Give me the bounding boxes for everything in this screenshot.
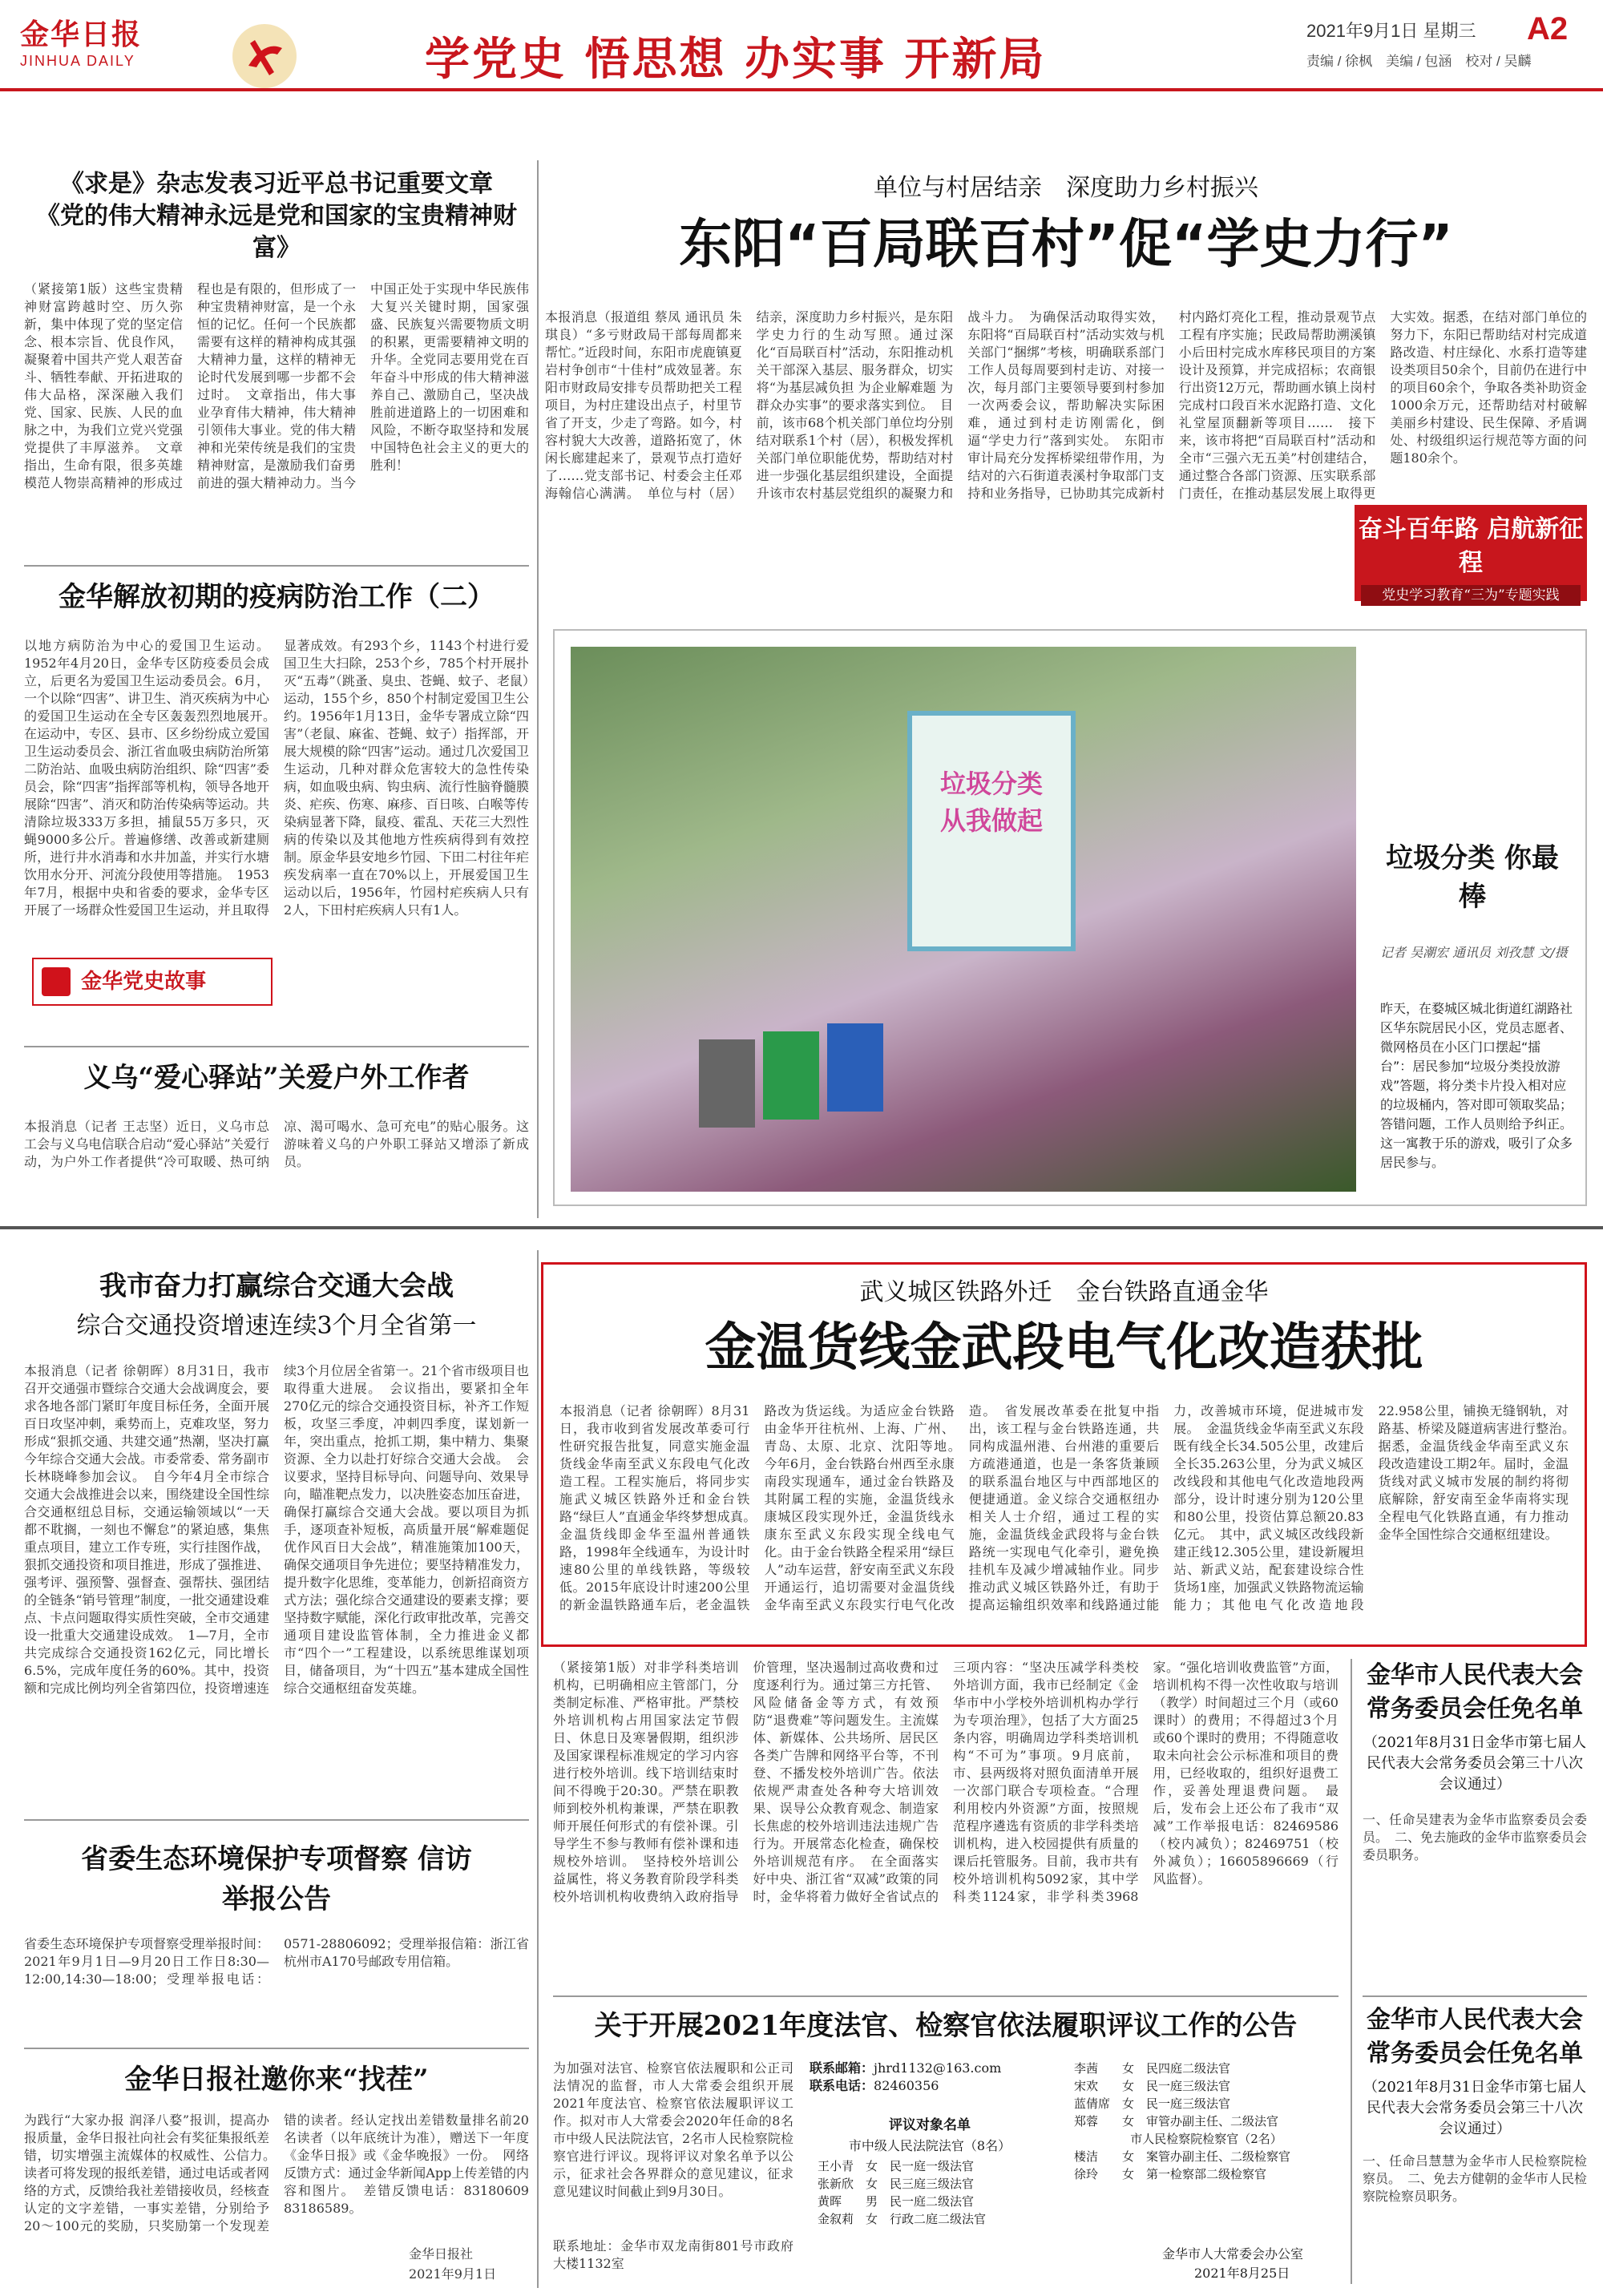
judge-item: 宋欢 女 民一庭三级法官	[1074, 2079, 1231, 2093]
judge-item: 王小青 女 民一庭一级法官	[818, 2159, 975, 2173]
garbage-sorting-photo	[571, 647, 1356, 1192]
masthead-slogan: 学党史 悟思想 办实事 开新局	[425, 34, 1047, 86]
judge-review-sign: 金华市人大常委会办公室	[1162, 2246, 1304, 2262]
judge-review-list-title: 评议对象名单	[889, 2117, 971, 2133]
poster-text-2: 从我做起	[939, 805, 1043, 836]
judge-review-phone: 82460356	[874, 2078, 939, 2093]
judge-review-contact	[810, 2060, 1050, 2108]
article-judge-review-intro: 为加强对法官、检察官依法履职和公正司法情况的监督，市人大常委会组织开展2021年度法官、检察官依法履职评议工作。拟对市人大常委会2020年任命的8名市中级人民法院法官，2名市人民检察院检察官进行评议。现将评议对象名单予以公示，征求社会各界群众的意见建议，征求意见建议时间截止到9月30日。	[553, 2060, 793, 2199]
masthead-rule	[0, 88, 1603, 91]
appointment-list-1	[1363, 1659, 1587, 1987]
appointment-1-body: 一、任命吴建表为金华市监察委员会委员。 二、免去施政的金华市监察委员会委员职务。	[1363, 1812, 1588, 1862]
judge-item: 郑蓉 女 审管办副主任、二级法官	[1074, 2114, 1279, 2129]
divider	[24, 1046, 529, 1047]
judge-list-1	[818, 2157, 1050, 2228]
article-find-errors-title: 金华日报社邀你来“找茬”	[124, 2064, 429, 2096]
judge-item: 蓝倩席 女 民一庭三级法官	[1074, 2096, 1231, 2111]
poster-board	[907, 711, 1076, 951]
article-traffic	[24, 1266, 529, 1811]
party-history-badge-text: 金华党史故事	[81, 970, 207, 994]
article-eco-notice	[24, 1823, 529, 2040]
article-traffic-body: 本报消息（记者 徐朝晖）8月31日，我市召开交通强市暨综合交通大会战调度会，要求各地各部门紧盯年度目标任务，全面开展百日攻坚冲刺，乘势而上，克难攻坚，努力形成“狠抓交通、共建交通”热潮，坚决打赢今年综合交通大会战。市委常委、常务副市长林晓峰参加会议。 自今年4月全市综合交通大会战推进会以来，围绕建设全国性综合交通枢纽总目标，交通运输领域以“一天都不耽搁，一刻也不懈怠”的紧迫感，集焦重点项目，建立工作专班，实行挂图作战，狠抓交通投资和项目推进，形成了强推进、强考评、强预警、强督查、强帮扶、强团结的全链条“销号管理”制度，一批交通建设难点、卡点问题取得实质性突破，全市交通建设一批重大交通建设成效。 1—7月，全市共完成综合交通投资162亿元，同比增长6.5%，完成年度任务的60%。其中，投资额和完成比例均列全省第四位，投资增速连续3个月位居全省第一。21个省市级项目也取得重大进展。 会议指出，要紧扣全年270亿元的综合交通投资目标，补齐工作短板，攻坚三季度，冲刺四季度，谋划新一年，突出重点，抢抓工期，集中精力、集聚资源、全力以赴打好综合交通大会战。 会议要求，坚持目标导向、问题导向、效果导向，瞄准靶点发力，以决胜姿态加压奋进，确保打赢综合交通大会战。要以项目为抓手，逐项查补短板，高质量开展“解难题促优作风百日大会战”，精准施策加100天，确保交通项目争先进位；要坚持精准发力，提升数字化思维，变革能力，创新招商资方式方法；强化综合交通建设的要素支撑；要坚持数字赋能，深化行政审批改革，完善交通项目建设监管体制，全力推进金义都市“四个一”工程建设，以系统思维谋划项目，储备项目，为“十四五”基本建成全国性综合交通枢纽奋发英雄。	[24, 1363, 529, 1696]
recycle-bin-green-icon	[763, 1031, 819, 1120]
masthead-logo-sub: JINHUA DAILY	[20, 53, 135, 69]
judge-review-court: 市中级人民法院法官（8名）	[848, 2138, 1011, 2153]
masthead-logo: 金华日报	[20, 18, 143, 51]
masthead-date: 2021年9月1日 星期三	[1306, 21, 1476, 41]
judge-review-date: 2021年8月25日	[1194, 2266, 1290, 2281]
masthead-page: A2	[1527, 11, 1569, 46]
article-judge-review-title: 关于开展2021年度法官、检察官依法履职评议工作的公告	[594, 2010, 1298, 2042]
judge-review-address: 联系地址：金华市双龙南街801号市政府大楼1132室	[553, 2238, 793, 2271]
photo-credit: 记者 吴潮宏 通讯员 刘孜慧 文/摄	[1380, 945, 1568, 960]
masthead-editors: 责编 / 徐枫 美编 / 包涵 校对 / 吴麟	[1306, 54, 1532, 69]
divider	[553, 1995, 1339, 1997]
article-dongyang-kicker: 单位与村居结亲 深度助力乡村振兴	[874, 174, 1258, 202]
article-railway-title: 金温货线金武段电气化改造获批	[705, 1318, 1423, 1378]
article-dongyang-body: 本报消息（报道组 蔡凤 通讯员 朱琪良）“多亏财政局干部每周都来帮忙。”近段时间，东阳市虎鹿镇夏岩村争创市“十佳村”成效显著。东阳市财政局安排专员帮助把关工程项目，为村庄建设出点子，村里节省了开支，少走了弯路。如今，村容村貌大大改善，道路拓宽了，休闲长廊建起来了，景观节点打造好了……党支部书记、村委会主任邓海翰信心满满。 单位与村（居）结亲，深度助力乡村振兴，是东阳学史力行的生动写照。通过深化“百局联百村”活动，东阳推动机关干部深入基层、服务群众，切实将“为基层减负担 为企业解难题 为群众办实事”的要求落实到位。 目前，该市68个机关部门单位均分别结对联系1个村（居），积极发挥机关部门单位职能优势，帮助结对村进一步强化基层组织建设，全面提升该市农村基层党组织的凝聚力和战斗力。 为确保活动取得实效，东阳将“百局联百村”活动实效与机关部门“捆绑”考核，明确联系部门工作人员每周要到村走访、对接一次，每月部门主要领导要到村参加一次两委会议，帮助解决实际困难，通过到村走访刚需化，倒逼“学史力行”落到实处。 东阳市审计局充分发挥桥梁纽带作用，为结对的六石街道表溪村争取部门支持和业务指导，已协助其完成新村村内路灯亮化工程，推动景观节点工程有序实施；民政局帮助溯溪镇小后田村完成水库移民项目的方案设计及预算，并完成招标；农商银行出资12万元，帮助画水镇上岗村完成村口段百米水泥路打造、文化礼堂屋顶翻新等项目…… 接下来，该市将把“百局联百村”活动和全市“三强六无五美”村创建结合，通过整合各部门资源、压实联系部门责任，在推动基层发展上取得更大实效。据悉，在结对部门单位的努力下，东阳已帮助结对村完成道路改造、村庄绿化、水系打造等建设类项目50余个，目前仍在进行中的项目60余个，争取各类补助资金1000余万元，还帮助结对村破解美丽乡村建设、民生保障、矛盾调处、村级组织运行规范等方面的问题180余个。	[545, 309, 1587, 501]
article-epidemic-body: 以地方病防治为中心的爱国卫生运动。1952年4月20日，金华专区防疫委员会成立，后更名为爱国卫生运动委员会。6月，一个以除“四害”、讲卫生、消灭疾病为中心的爱国卫生运动在全专区轰轰烈烈地展开。 在运动中，专区、县市、区乡纷纷成立爱国卫生运动委员会、浙江省血吸虫病防治所第二防治站、血吸虫病防治组织、除“四害”委员会，除“四害”指挥部等机构，领导各地开展除“四害”、消灭和防治传染病等运动。共清除垃圾333万多担，捕鼠55万多只，灭蝇9000多公斤。普遍修缮、改善或新建厕所，进行井水消毒和水井加盖，并实行水塘饮用水分开、河流分段使用等措施。 1953年7月，根据中央和省委的要求，金华专区开展了一场群众性爱国卫生运动，并且取得显著成效。有293个乡，1143个村进行爱国卫生大扫除，253个乡，785个村开展扑灭“五毒”（跳蚤、臭虫、苍蝇、蚊子、老鼠）运动，155个乡，850个村制定爱国卫生公约。1956年1月13日，金华专署成立除“四害”（老鼠、麻雀、苍蝇、蚊子）指挥部，开展大规模的除“四害”运动。通过几次爱国卫生运动，几种对群众危害较大的急性传染病，如血吸虫病、钩虫病、流行性脑脊髓膜炎、疟疾、伤寒、麻疹、百日咳、白喉等传染病显著下降，鼠疫、霍乱、天花三大烈性病的传染以及其他地方性疾病得到有效控制。原金华县安地乡竹园、下田二村往年疟疾发病率一直在70%以上，开展爱国卫生运动以后，1956年，竹园村疟疾病人只有2人，下田村疟疾病人只有1人。	[24, 638, 529, 918]
promo-title: 奋斗百年路 启航新征程	[1358, 515, 1584, 577]
masthead-logo-block	[20, 12, 204, 84]
photo-title: 垃圾分类 你最棒	[1386, 842, 1559, 913]
judge-item: 徐玲 女 第一检察部二级检察官	[1074, 2167, 1267, 2181]
badge-flag-icon	[42, 967, 71, 996]
article-railway-body: 本报消息（记者 徐朝晖）8月31日，我市收到省发展改革委可行性研究报告批复，同意实施金温货线金华南至武义东段电气化改造工程。工程实施后，将同步实施武义城区铁路外迁和金台铁路“绿巨人”直通金华终梦想成真。 金温货线即金华至温州普通铁路，1998年全线通车，为设计时速80公里的单线铁路，等级较低。2015年底设计时速200公里的新金温铁路通车后，老金温铁路改为货运线。为适应金台铁路由金华开往杭州、上海、广州、青岛、太原、北京、沈阳等地。 今年6月，金台铁路台州西至永康南段实现通车，通过金台铁路及其附属工程的实施，金温货线永康城区段实现外迁，金温货线永康东至武义东段实现全线电气化。由于金台铁路全程采用“绿巨人”动车运营，舒安南至武义东段开通运行，追切需要对金温货线金华南至武义东段实行电气化改造。 省发展改革委在批复中指出，该工程与金台铁路连通，共同构成温州港、台州港的重要后方疏港通道，也是一条客货兼顾的联系温台地区与中西部地区的便捷通道。金义综合交通枢纽办相关人士介绍，通过工程的实施，金温货线金武段将与金台铁路统一实现电气化牵引，避免换挂机车及减少增减轴作业。同步推动武义城区铁路外迁，有助于提高运输组织效率和线路通过能力，改善城市环境，促进城市发展。 金温货线金华南至武义东段既有线全长34.505公里，改建后全长35.263公里，分为武义城区改线段和其他电气化改造地段两部分，设计时速分别为120公里和80公里，投资估算总额20.83亿元。 其中，武义城区改线段新建正线12.305公里，建设新履坦站、新武义站，配套建设综合性货场1座，加强武义铁路物流运输能力；其他电气化改造地段22.958公里，铺换无缝钢轨，对路基、桥梁及隧道病害进行整治。 据悉，金温货线金华南至武义东段改造建设工期2年。届时，金温货线对武义城市发展的制约将彻底解除，舒安南至金华南将实现全程电气化铁路直通，有力推动金华全国性综合交通枢纽建设。	[559, 1403, 1581, 1612]
article-qiushi-title2: 《党的伟大精神永远是党和国家的宝贵精神财富》	[36, 202, 517, 262]
divider	[24, 2048, 529, 2049]
column-divider	[537, 160, 539, 1218]
judge-item: 楼洁 女 案管办副主任、二级检察官	[1074, 2149, 1291, 2164]
article-double-reduction-body: （紧接第1版）对非学科类培训机构，已明确相应主管部门，分类制定标准、严格审批。严禁校外培训机构占用国家法定节假日、休息日及寒暑假期，组织涉及国家课程标准规定的学习内容进行校外培训。线下培训结束时间不得晚于20:30。严禁在职教师到校外机构兼课，严禁在职教师开展任何形式的有偿补课。引导学生不参与教师有偿补课和违规校外培训。 坚持校外培训公益属性，将义务教育阶段学科类校外培训机构收费纳入政府指导价管理，坚决遏制过高收费和过度逐利行为。通过第三方托管、风险储备金等方式，有效预防“退费难”等问题发生。主流媒体、新媒体、公共场所、居民区各类广告牌和网络平台等，不刊登、不播发校外培训广告。依法依规严肃查处各种夸大培训效果、误导公众教育观念、制造家长焦虑的校外培训违法违规广告行为。开展常态化检查，确保校外培训规范有序。 在全面落实好中央、浙江省“双减”政策的同时，金华将着力做好全省试点的三项内容：“坚决压减学科类校外培训方面，我市已经制定《金华市中小学校外培训机构办学行为专项治理》，包括了大方面25条内容，明确周边学科类培训机构“不可为”事项。9月底前，市、县两级将对照负面清单开展一次部门联合专项检查。“合理利用校内外资源”方面，按照规范程序遴选有资质的非学科类培训机构，进入校园提供有质量的课后托管服务。目前，我市共有校外培训机构5092家，其中学科类1124家，非学科类3968家。“强化培训收费监管”方面，培训机构不得一次性收取与培训（教学）时间超过三个月（或60课时）的费用；不得超过3个月或60个课时的费用；不得随意收取未向社会公示标准和项目的费用，已经收取的，组织好退费工作，妥善处理退费问题。 最后，发布会上还公布了我市“双减”工作举报电话：82469586（校内减负）；82469751（校外减负）；16605896669（行风监督）。	[553, 1660, 1339, 1904]
appointment-2-sub: （2021年8月31日金华市第七届人民代表大会常务委员会第三十八次会议通过）	[1363, 2079, 1587, 2137]
divider	[1363, 1995, 1587, 1997]
section-divider	[0, 1226, 1603, 1229]
article-yiwu-title: 义乌“爱心驿站”关爱户外工作者	[83, 1062, 470, 1094]
article-qiushi-title1: 《求是》杂志发表习近平总书记重要文章	[60, 170, 493, 198]
article-railway	[541, 1262, 1587, 1647]
article-qiushi	[24, 168, 529, 521]
promo-sub: 党史学习教育“三为”专题实践	[1361, 585, 1581, 606]
article-double-reduction	[553, 1659, 1339, 1987]
poster-text-1: 垃圾分类	[939, 769, 1043, 799]
party-emblem-icon	[224, 16, 305, 96]
article-eco-title: 省委生态环境保护专项督察 信访举报公告	[81, 1843, 472, 1915]
article-yiwu-body: 本报消息（记者 王志坚）近日，义乌市总工会与义乌电信联合启动“爱心驿站”关爱行动，为户外工作者提供“冷可取暖、热可纳凉、渴可喝水、急可充电”的贴心服务。这游味着义乌的户外职工驿站又增添了新成员。	[24, 1119, 529, 1169]
judge-review-procur: 市人民检察院检察官（2名）	[1130, 2132, 1282, 2146]
judge-list-2	[1074, 2060, 1339, 2183]
photo-box	[553, 629, 1587, 1206]
article-eco-body: 省委生态环境保护专项督察受理举报时间：2021年9月1日—9月20日工作日8:30—12:00,14:30—18:00；受理举报电话：0571-28806092；受理举报信箱：浙江省杭州市A170号邮政专用信箱。	[24, 1936, 529, 1987]
article-find-errors	[24, 2056, 529, 2288]
recycle-bin-blue-icon	[827, 1023, 883, 1112]
appointment-1-sub: （2021年8月31日金华市第七届人民代表大会常务委员会第三十八次会议通过）	[1363, 1734, 1587, 1793]
appointment-2-title: 金华市人民代表大会常务委员会任免名单	[1367, 2006, 1583, 2068]
recycle-bin-gray-icon	[699, 1039, 755, 1128]
appointment-list-2	[1363, 2003, 1587, 2288]
article-dongyang-title: 东阳“百局联百村”促“学史力行”	[679, 213, 1453, 275]
article-railway-kicker: 武义城区铁路外迁 金台铁路直通金华	[859, 1278, 1269, 1306]
find-errors-date: 2021年9月1日	[409, 2266, 497, 2282]
photo-caption: 昨天，在婺城区城北街道红湖路社区华东院居民小区，党员志愿者、微网格员在小区门口摆起“擂台”：居民参加“垃圾分类投放游戏”答题，将分类卡片投入相对应的垃圾桶内，答对即可领取奖品；答错问题，工作人员则给予纠正。这一寓教于乐的游戏，吸引了众多居民参与。	[1380, 1001, 1573, 1170]
article-traffic-subtitle: 综合交通投资增速连续3个月全省第一	[76, 1312, 477, 1340]
judge-item: 李茜 女 民四庭二级法官	[1074, 2061, 1231, 2076]
judge-review-email: jhrd1132@163.com	[874, 2060, 1002, 2076]
judge-item: 黄晖 男 民一庭二级法官	[818, 2194, 975, 2209]
judge-review-phone-label: 联系电话：	[810, 2078, 874, 2093]
judge-item: 张新欣 女 民三庭三级法官	[818, 2177, 975, 2191]
divider	[24, 565, 529, 567]
promo-box	[1355, 505, 1587, 601]
article-judge-review	[553, 2003, 1339, 2288]
divider	[24, 1819, 529, 1821]
article-yiwu	[24, 1054, 529, 1214]
judge-item: 金叙莉 女 行政二庭二级法官	[818, 2212, 987, 2226]
divider	[1351, 1659, 1352, 2284]
article-epidemic-title: 金华解放初期的疫病防治工作（二）	[59, 581, 495, 613]
appointment-1-title: 金华市人民代表大会常务委员会任免名单	[1367, 1661, 1583, 1723]
article-find-errors-body: 为践行“大家办报 润泽八婺”报训，提高办报质量，金华日报社向社会有奖征集报纸差错，切实增强主流媒体的权威性、公信力。 读者可将发现的报纸差错，通过电话或者网络的方式，反馈给我社差错接收员，经核查认定的文字差错，一事实差错，分别给予20～100元的奖励，只奖励第一个发现差错的读者。经认定找出差错数量排名前20名读者（以年底统计为准），赠送下一年度《金华日报》或《金华晚报》一份。 网络反馈方式：通过金华新闻App上传差错的内容和图片。 差错反馈电话：83180609 83186589。	[24, 2112, 529, 2233]
article-traffic-title: 我市奋力打赢综合交通大会战	[99, 1270, 454, 1302]
article-qiushi-body: （紧接第1版）这些宝贵精神财富跨越时空、历久弥新，集中体现了党的坚定信念、根本宗旨、优良作风，凝聚着中国共产党人艰苦奋斗、牺牲奉献、开拓进取的伟大品格，深深融入我们党、国家、民族、人民的血脉之中，为我们立党兴党强党提供了丰厚滋养。 文章指出，生命有限，很多英雄模范人物崇高精神的形成过程也是有限的，但形成了一种宝贵精神财富，是一个永恒的记忆。任何一个民族都需要有这样的精神构成其强大精神力量，这样的精神无论时代发展到哪一步都不会过时。 文章指出，伟大事业孕育伟大精神，伟大精神引领伟大事业。党的伟大精神和光荣传统是我们的宝贵精神财富，是激励我们奋勇前进的强大精神动力。当今中国正处于实现中华民族伟大复兴关键时期，国家强盛、民族复兴需要物质文明的积累，更需要精神文明的升华。全党同志要用党在百年奋斗中形成的伟大精神滋养自己、激励自己，坚决战胜前进道路上的一切困难和风险，不断夺取坚持和发展中国特色社会主义的更大的胜利！	[24, 281, 529, 490]
party-history-badge	[32, 958, 273, 1006]
find-errors-sign: 金华日报社	[409, 2246, 474, 2262]
column-divider	[537, 1250, 539, 2288]
article-epidemic	[24, 573, 529, 1038]
appointment-2-body: 一、任命吕慧慧为金华市人民检察院检察员。 二、免去方健朝的金华市人民检察院检察员职务。	[1363, 2153, 1588, 2204]
masthead	[0, 0, 1603, 96]
judge-review-email-label: 联系邮箱：	[810, 2060, 874, 2076]
